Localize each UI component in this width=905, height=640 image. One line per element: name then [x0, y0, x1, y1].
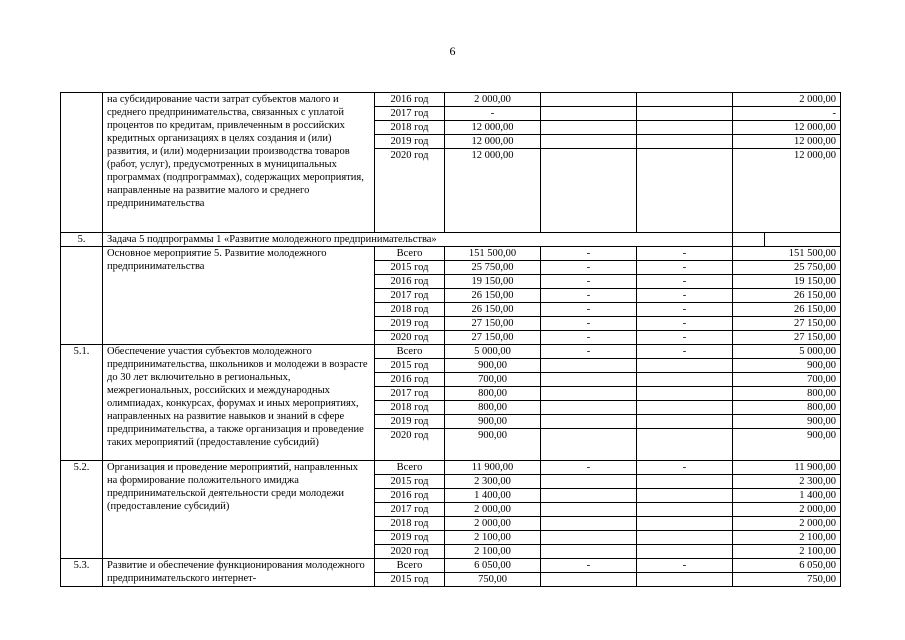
- regional-budget-cell: [637, 387, 733, 401]
- year-cell: 2016 год: [375, 489, 445, 503]
- amount-cell: 151 500,00: [445, 247, 541, 261]
- federal-budget-cell: [541, 415, 637, 429]
- local-budget-cell: -: [733, 107, 841, 121]
- amount-cell: 900,00: [445, 415, 541, 429]
- federal-budget-cell: -: [541, 317, 637, 331]
- local-budget-cell: 800,00: [733, 387, 841, 401]
- table-row: [61, 559, 841, 573]
- regional-budget-cell: [637, 517, 733, 531]
- regional-budget-cell: -: [637, 247, 733, 261]
- page-number: 6: [449, 44, 456, 58]
- section-number-cell: 5.1.: [61, 345, 103, 461]
- year-cell: Всего: [375, 345, 445, 359]
- federal-budget-cell: [541, 387, 637, 401]
- amount-cell: 6 050,00: [445, 559, 541, 573]
- regional-budget-cell: -: [637, 461, 733, 475]
- year-cell: 2015 год: [375, 359, 445, 373]
- amount-cell: 27 150,00: [445, 317, 541, 331]
- year-cell: 2016 год: [375, 275, 445, 289]
- amount-cell: 19 150,00: [445, 275, 541, 289]
- federal-budget-cell: [541, 359, 637, 373]
- regional-budget-cell: [637, 415, 733, 429]
- local-budget-cell: 27 150,00: [733, 331, 841, 345]
- year-cell: 2019 год: [375, 135, 445, 149]
- table-row: [61, 461, 841, 475]
- amount-cell: 2 300,00: [445, 475, 541, 489]
- local-budget-cell: 750,00: [733, 573, 841, 587]
- federal-budget-cell: -: [541, 261, 637, 275]
- year-cell: 2019 год: [375, 531, 445, 545]
- regional-budget-cell: [637, 503, 733, 517]
- task-row: [61, 233, 841, 247]
- amount-cell: 2 100,00: [445, 545, 541, 559]
- amount-cell: 2 100,00: [445, 531, 541, 545]
- regional-budget-cell: [637, 545, 733, 559]
- federal-budget-cell: -: [541, 345, 637, 359]
- year-cell: 2020 год: [375, 331, 445, 345]
- table-row: [61, 247, 841, 261]
- section-number-cell: 5.3.: [61, 559, 103, 587]
- regional-budget-cell: -: [637, 275, 733, 289]
- local-budget-cell: 12 000,00: [733, 121, 841, 135]
- amount-cell: 5 000,00: [445, 345, 541, 359]
- regional-budget-cell: [637, 401, 733, 415]
- local-budget-cell: 19 150,00: [733, 275, 841, 289]
- year-cell: 2017 год: [375, 503, 445, 517]
- year-cell: 2018 год: [375, 121, 445, 135]
- federal-budget-cell: [541, 531, 637, 545]
- federal-budget-cell: [541, 401, 637, 415]
- regional-budget-cell: [637, 121, 733, 135]
- federal-budget-cell: -: [541, 247, 637, 261]
- local-budget-cell: 2 000,00: [733, 93, 841, 107]
- federal-budget-cell: -: [541, 275, 637, 289]
- year-cell: 2018 год: [375, 303, 445, 317]
- section-number-cell: 5.2.: [61, 461, 103, 559]
- regional-budget-cell: [637, 429, 733, 461]
- table-row: [61, 93, 841, 107]
- amount-cell: 2 000,00: [445, 93, 541, 107]
- regional-budget-cell: [637, 107, 733, 121]
- local-budget-cell: 26 150,00: [733, 289, 841, 303]
- year-cell: 2016 год: [375, 93, 445, 107]
- amount-cell: 25 750,00: [445, 261, 541, 275]
- federal-budget-cell: [541, 489, 637, 503]
- federal-budget-cell: [541, 545, 637, 559]
- federal-budget-cell: [541, 373, 637, 387]
- regional-budget-cell: [637, 531, 733, 545]
- amount-cell: 12 000,00: [445, 121, 541, 135]
- budget-table: [60, 92, 841, 587]
- regional-budget-cell: [637, 475, 733, 489]
- local-budget-cell: 26 150,00: [733, 303, 841, 317]
- federal-budget-cell: -: [541, 303, 637, 317]
- year-cell: 2017 год: [375, 387, 445, 401]
- federal-budget-cell: [541, 135, 637, 149]
- local-budget-cell: 151 500,00: [733, 247, 841, 261]
- table-body: [61, 93, 841, 587]
- year-cell: 2017 год: [375, 289, 445, 303]
- local-budget-cell: 900,00: [733, 359, 841, 373]
- table-row: [61, 345, 841, 359]
- local-budget-cell: 2 100,00: [733, 531, 841, 545]
- regional-budget-cell: [637, 489, 733, 503]
- local-budget-cell: 12 000,00: [733, 135, 841, 149]
- regional-budget-cell: [637, 135, 733, 149]
- amount-cell: 900,00: [445, 429, 541, 461]
- regional-budget-cell: -: [637, 303, 733, 317]
- regional-budget-cell: [637, 373, 733, 387]
- amount-cell: 12 000,00: [445, 135, 541, 149]
- amount-cell: 2 000,00: [445, 517, 541, 531]
- task-number-cell: 5.: [61, 233, 103, 247]
- blank-cell: [765, 233, 841, 247]
- federal-budget-cell: [541, 573, 637, 587]
- regional-budget-cell: [637, 573, 733, 587]
- year-cell: 2020 год: [375, 545, 445, 559]
- amount-cell: -: [445, 107, 541, 121]
- regional-budget-cell: -: [637, 317, 733, 331]
- amount-cell: 2 000,00: [445, 503, 541, 517]
- section-number-cell: [61, 93, 103, 233]
- federal-budget-cell: [541, 517, 637, 531]
- federal-budget-cell: -: [541, 289, 637, 303]
- regional-budget-cell: -: [637, 559, 733, 573]
- federal-budget-cell: [541, 121, 637, 135]
- local-budget-cell: 1 400,00: [733, 489, 841, 503]
- local-budget-cell: 6 050,00: [733, 559, 841, 573]
- year-cell: 2019 год: [375, 317, 445, 331]
- year-cell: Всего: [375, 559, 445, 573]
- year-cell: 2020 год: [375, 149, 445, 233]
- local-budget-cell: 800,00: [733, 401, 841, 415]
- amount-cell: 27 150,00: [445, 331, 541, 345]
- description-cell: Обеспечение участия субъектов молодежного предпринимательства, школьников и молодежи в возрасте до 30 лет включительно в региональных, межрегиональных, российских и международных олимпиадах, конкурсах, форумах и иных мероприятиях, направленных на развитие навыков и знаний в сфере предпринимательства, а также организация и проведение таких мероприятий (предоставление субсидий): [103, 345, 375, 461]
- section-number-cell: [61, 247, 103, 345]
- year-cell: 2018 год: [375, 517, 445, 531]
- federal-budget-cell: -: [541, 461, 637, 475]
- task-title-cell: Задача 5 подпрограммы 1 «Развитие молодежного предпринимательства»: [103, 233, 733, 247]
- amount-cell: 700,00: [445, 373, 541, 387]
- federal-budget-cell: -: [541, 559, 637, 573]
- local-budget-cell: 12 000,00: [733, 149, 841, 233]
- amount-cell: 1 400,00: [445, 489, 541, 503]
- regional-budget-cell: -: [637, 261, 733, 275]
- federal-budget-cell: [541, 93, 637, 107]
- local-budget-cell: 700,00: [733, 373, 841, 387]
- regional-budget-cell: -: [637, 289, 733, 303]
- regional-budget-cell: [637, 359, 733, 373]
- description-cell: на субсидирование части затрат субъектов малого и среднего предпринимательства, связанных с уплатой процентов по кредитам, привлеченным в российских кредитных организациях в целях создания и (или) развития, и (или) модернизации производства товаров (работ, услуг), предусмотренных в муниципальных программах (подпрограммах), содержащих мероприятия, направленные на развитие малого и среднего предпринимательства: [103, 93, 375, 233]
- local-budget-cell: 2 000,00: [733, 503, 841, 517]
- federal-budget-cell: [541, 429, 637, 461]
- year-cell: 2019 год: [375, 415, 445, 429]
- federal-budget-cell: [541, 149, 637, 233]
- year-cell: 2015 год: [375, 261, 445, 275]
- local-budget-cell: 5 000,00: [733, 345, 841, 359]
- local-budget-cell: 2 000,00: [733, 517, 841, 531]
- amount-cell: 11 900,00: [445, 461, 541, 475]
- local-budget-cell: 2 100,00: [733, 545, 841, 559]
- year-cell: 2017 год: [375, 107, 445, 121]
- local-budget-cell: 900,00: [733, 415, 841, 429]
- year-cell: Всего: [375, 247, 445, 261]
- federal-budget-cell: -: [541, 331, 637, 345]
- local-budget-cell: 900,00: [733, 429, 841, 461]
- year-cell: 2016 год: [375, 373, 445, 387]
- federal-budget-cell: [541, 475, 637, 489]
- amount-cell: 26 150,00: [445, 289, 541, 303]
- local-budget-cell: 27 150,00: [733, 317, 841, 331]
- year-cell: 2018 год: [375, 401, 445, 415]
- amount-cell: 750,00: [445, 573, 541, 587]
- regional-budget-cell: -: [637, 331, 733, 345]
- regional-budget-cell: [637, 93, 733, 107]
- local-budget-cell: 11 900,00: [733, 461, 841, 475]
- amount-cell: 900,00: [445, 359, 541, 373]
- blank-cell: [733, 233, 765, 247]
- regional-budget-cell: -: [637, 345, 733, 359]
- federal-budget-cell: [541, 107, 637, 121]
- federal-budget-cell: [541, 503, 637, 517]
- amount-cell: 800,00: [445, 387, 541, 401]
- description-cell: Организация и проведение мероприятий, направленных на формирование положительного имиджа предпринимательской деятельности среди молодежи (предоставление субсидий): [103, 461, 375, 559]
- year-cell: 2020 год: [375, 429, 445, 461]
- description-cell: Развитие и обеспечение функционирования молодежного предпринимательского интернет-: [103, 559, 375, 587]
- year-cell: 2015 год: [375, 573, 445, 587]
- local-budget-cell: 25 750,00: [733, 261, 841, 275]
- local-budget-cell: 2 300,00: [733, 475, 841, 489]
- amount-cell: 26 150,00: [445, 303, 541, 317]
- regional-budget-cell: [637, 149, 733, 233]
- amount-cell: 12 000,00: [445, 149, 541, 233]
- description-cell: Основное мероприятие 5. Развитие молодежного предпринимательства: [103, 247, 375, 345]
- amount-cell: 800,00: [445, 401, 541, 415]
- year-cell: 2015 год: [375, 475, 445, 489]
- year-cell: Всего: [375, 461, 445, 475]
